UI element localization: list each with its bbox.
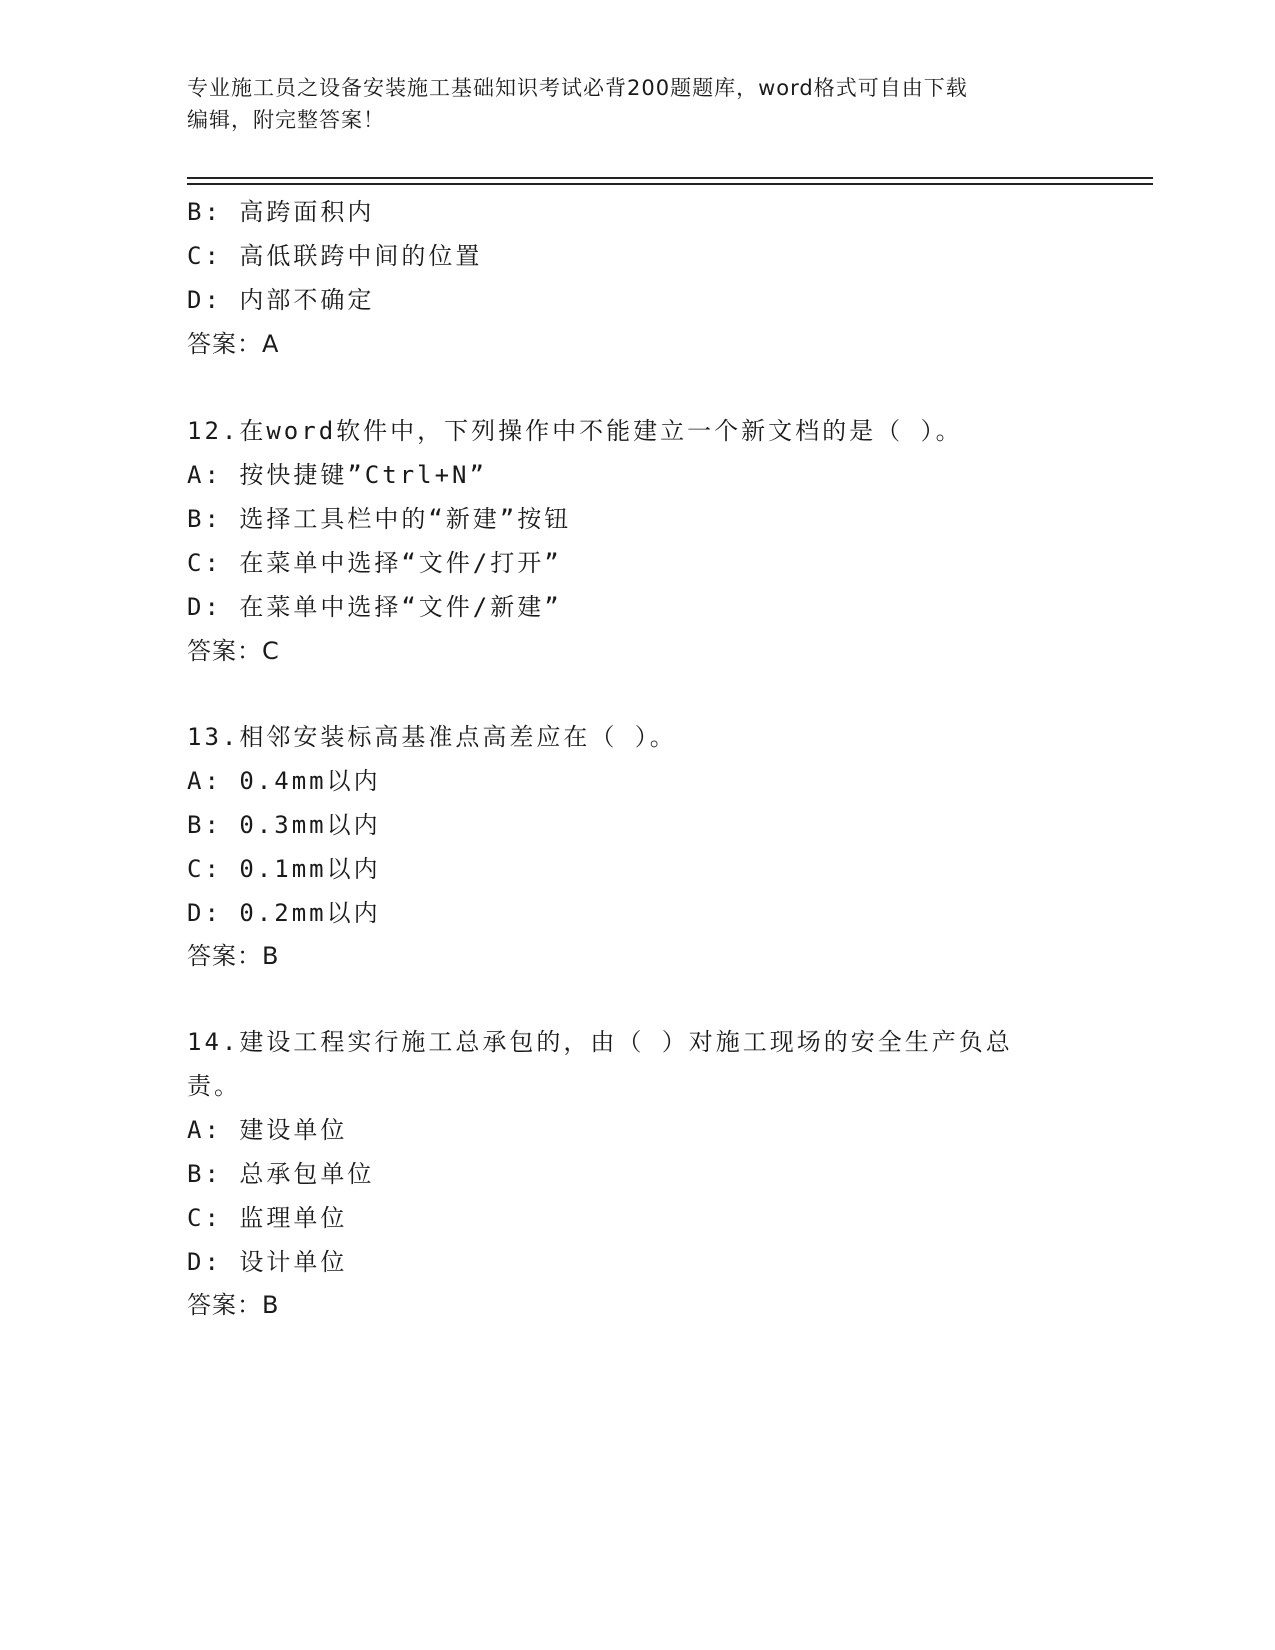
- header-title-line-1: 专业施工员之设备安装施工基础知识考试必背200题题库，word格式可自由下载: [187, 76, 968, 100]
- header-divider-bottom: [187, 183, 1153, 185]
- q14-option-d: D: 设计单位: [187, 1248, 348, 1276]
- q12-option-d: D: 在菜单中选择“文件/新建”: [187, 593, 562, 621]
- q14-answer: 答案：B: [187, 1291, 280, 1319]
- q12-question: 12.在word软件中，下列操作中不能建立一个新文档的是（ ）。: [187, 417, 963, 445]
- q11-option-b: B: 高跨面积内: [187, 198, 375, 226]
- q14-question-line-2: 责。: [187, 1072, 241, 1100]
- q11-option-d: D: 内部不确定: [187, 286, 375, 314]
- q14-option-c: C: 监理单位: [187, 1204, 348, 1232]
- q11-option-c: C: 高低联跨中间的位置: [187, 242, 483, 270]
- q13-option-a: A: 0.4mm以内: [187, 767, 381, 795]
- q14-option-b: B: 总承包单位: [187, 1160, 375, 1188]
- q12-option-c: C: 在菜单中选择“文件/打开”: [187, 549, 562, 577]
- q13-option-d: D: 0.2mm以内: [187, 899, 381, 927]
- q13-question: 13.相邻安装标高基准点高差应在（ ）。: [187, 723, 677, 751]
- q14-option-a: A: 建设单位: [187, 1116, 348, 1144]
- q14-question-line-1: 14.建设工程实行施工总承包的，由（ ）对施工现场的安全生产负总: [187, 1028, 1013, 1056]
- q13-answer: 答案：B: [187, 942, 280, 970]
- document-header: [187, 72, 1077, 136]
- q11-answer: 答案：A: [187, 330, 280, 358]
- q12-option-a: A: 按快捷键”Ctrl+N”: [187, 461, 487, 489]
- q12-answer: 答案：C: [187, 637, 280, 665]
- q13-option-c: C: 0.1mm以内: [187, 855, 381, 883]
- q12-option-b: B: 选择工具栏中的“新建”按钮: [187, 505, 572, 533]
- header-title-line-2: 编辑，附完整答案！: [187, 108, 385, 132]
- header-divider-top: [187, 177, 1153, 179]
- q13-option-b: B: 0.3mm以内: [187, 811, 381, 839]
